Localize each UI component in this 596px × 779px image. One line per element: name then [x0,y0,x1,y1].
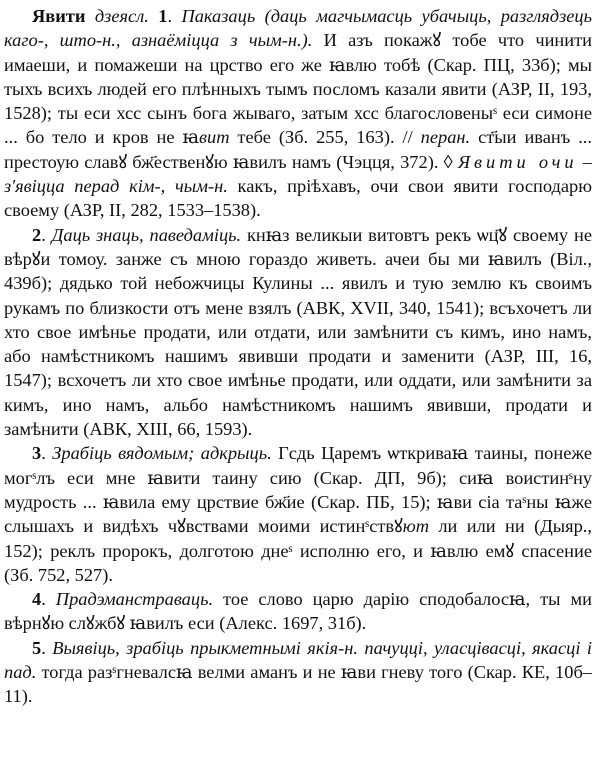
sense-4: 4. Прадэманстраваць. тое слово царю дарію сподобалосꙗ, ты ми вѣрнꙋю слꙋжбꙋ ꙗвилъ еси (Алекс. 1697, 31б). [4,589,592,634]
sense-1: Явити дзеясл. 1. Паказаць (даць магчымасць убачыць, разглядзець каго-, што-н., азнаёміцца з чым-н.). И азъ покажꙋ тобе что чинити имаеши, и помажеши на црство его же ꙗвлю тобѣ (Скар. ПЦ, 33б); мы тыхъ всихъ людей его плѣнныхъ тымъ посломъ казали явити (АЗР, II, 193, 1528); ты еси хсс сынъ бога жываго, затым хсс благословеныˢ еси симоне ... бо тело и кров не ꙗвит тебе (Зб. 255, 163). // перан. ст҃ыи иванъ ... престоую славꙋ бж҃ественꙋю ꙗвилъ намъ (Чэцця, 372). ◊ Явити очи – з'явіцца перад кім-, чым-н. какъ, пріѣхавъ, очи свои явити господарю своему (АЗР, II, 282, 1533–1538). [4,6,593,221]
citation-text: тогда разˢгневалсꙗ велми аманъ и не ꙗви гневу того (Скар. КЕ, 10б–11). [4,662,592,707]
citation-text: тое слово царю дарію сподобалосꙗ, ты ми вѣрнꙋю слꙋжбꙋ ꙗвилъ еси (Алекс. 1697, 31б). [4,589,592,634]
figurative-label: перан. [420,127,471,148]
citation-text: тебе (Зб. 255, 163). // [229,127,421,148]
citation-text: ли или ни (Дыяр., 152); реклъ пророкъ, долготою днеˢ исполню его, и ꙗвлю емꙋ спасение (Зб. 752, 527). [4,516,592,585]
citation-italic: вит [199,127,230,148]
sense-5: 5. Выявіць, зрабіць прыкметнымі якія-н. пачуцці, уласцівасці, якасці і пад. тогда разˢгневалсꙗ велми аманъ и не ꙗви гневу того (Скар. КЕ, 10б–11). [4,637,592,707]
headword: Явити [32,6,86,26]
sense-number: 1 [158,6,168,26]
citation-text: какъ, пріѣхавъ, очи свои явити господарю своему (АЗР, II, 282, 1533–1538). [4,176,592,221]
dictionary-entry [4,4,592,709]
phrase-gloss: – з'явіцца перад кім-, чым-н. [4,151,593,197]
phrase: Явити очи [457,151,578,172]
sense-number: 3 [32,443,42,464]
sense-gloss: Зрабіць вядомым; адкрыць. [52,443,272,464]
sense-number: 4 [32,589,42,610]
sense-gloss: Выявіць, зрабіць прыкметнымі якія-н. пачуцці, уласцівасці, якасці і пад. [4,637,592,683]
citation-text: И азъ покажꙋ тобе что чинити имаеши, и помажеши на црство его же ꙗвлю тобѣ (Скар. ПЦ, 33б); мы тыхъ всихъ людей его плѣнныхъ тымъ посломъ казали явити (АЗР, II, 193, 1528); ты еси хсс сынъ бога жываго, затым хсс благословеныˢ еси симоне ... бо тело и кров не ꙗ [4,30,592,148]
sense-number: 2 [32,224,42,245]
sense-gloss: Прадэманстраваць. [55,589,214,610]
citation-text: Гсдь Царемъ ѡткриваꙗ таины, понеже могˢлъ еси мне ꙗвити таину сию (Скар. ДП, 9б); сиꙗ воистинˢну мудрость ... ꙗвила ему црствие бж҃ие (Скар. ПБ, 15); ꙗви сіа таˢны ꙗже слышахъ и видѣхъ чꙋвствами моими истинˢствꙋ [4,443,592,537]
sense-2: 2. Даць знаць, паведаміць. кнꙗз великыи витовтъ рекъ ѡц҃ꙋ своему не вѣрꙋи томоу. занже съ мною гораздо живеть. ачеи бы ми ꙗвилъ (Віл., 439б); дядько той небожчицы Кулины ... явилъ и тую землю къ своимъ рукамъ по близкости отъ мене взялъ (АВК, XVII, 340, 1541); всъхочетъ ли хто свое имѣнье продати, или отдати, или замѣнити съ кимъ, ино намъ, або намѣстникомъ нашимъ явивши продати и заменити (АЗР, III, 16, 1547); всхочетъ ли хто свое имѣнье продати, или оддати, или замѣнити за кимъ, ино намъ, альбо намѣстникомъ нашимъ явивши, продати и замѣнити (АВК, XIII, 66, 1593). [4,224,592,440]
sense-gloss: Паказаць (даць магчымасць убачыць, разглядзець каго-, што-н., азнаёміцца з чым-н.). [4,6,592,51]
part-of-speech: дзеясл. [94,6,149,26]
citation-text: кнꙗз великыи витовтъ рекъ ѡц҃ꙋ своему не вѣрꙋи томоу. занже съ мною гораздо живеть. ачеи бы ми ꙗвилъ (Віл., 439б); дядько той небожчицы Кулины ... явилъ и тую землю къ своимъ рукамъ по близкости отъ мене взялъ (АВК, XVII, 340, 1541); всъхочетъ ли хто свое имѣнье продати, или отдати, или замѣнити съ кимъ, ино намъ, або намѣстникомъ нашимъ явивши продати и заменити (АЗР, III, 16, 1547); всхочетъ ли хто свое имѣнье продати, или оддати, или замѣнити за кимъ, ино намъ, альбо намѣстникомъ нашимъ явивши, продати и замѣнити (АВК, XIII, 66, 1593). [4,224,592,440]
citation-text: ст҃ыи иванъ ... престоую славꙋ бж҃ественꙋю ꙗвилъ намъ (Чэцця, 372). ◊ [4,127,592,172]
sense-number: 5 [32,637,42,658]
sense-gloss: Даць знаць, паведаміць. [51,224,242,245]
citation-italic: ют [402,516,429,537]
sense-3: 3. Зрабіць вядомым; адкрыць. Гсдь Царемъ ѡткриваꙗ таины, понеже могˢлъ еси мне ꙗвити таину сию (Скар. ДП, 9б); сиꙗ воистинˢну мудрость ... ꙗвила ему црствие бж҃ие (Скар. ПБ, 15); ꙗви сіа таˢны ꙗже слышахъ и видѣхъ чꙋвствами моими истинˢствꙋют ли или ни (Дыяр., 152); реклъ пророкъ, долготою днеˢ исполню его, и ꙗвлю емꙋ спасение (Зб. 752, 527). [4,443,592,585]
